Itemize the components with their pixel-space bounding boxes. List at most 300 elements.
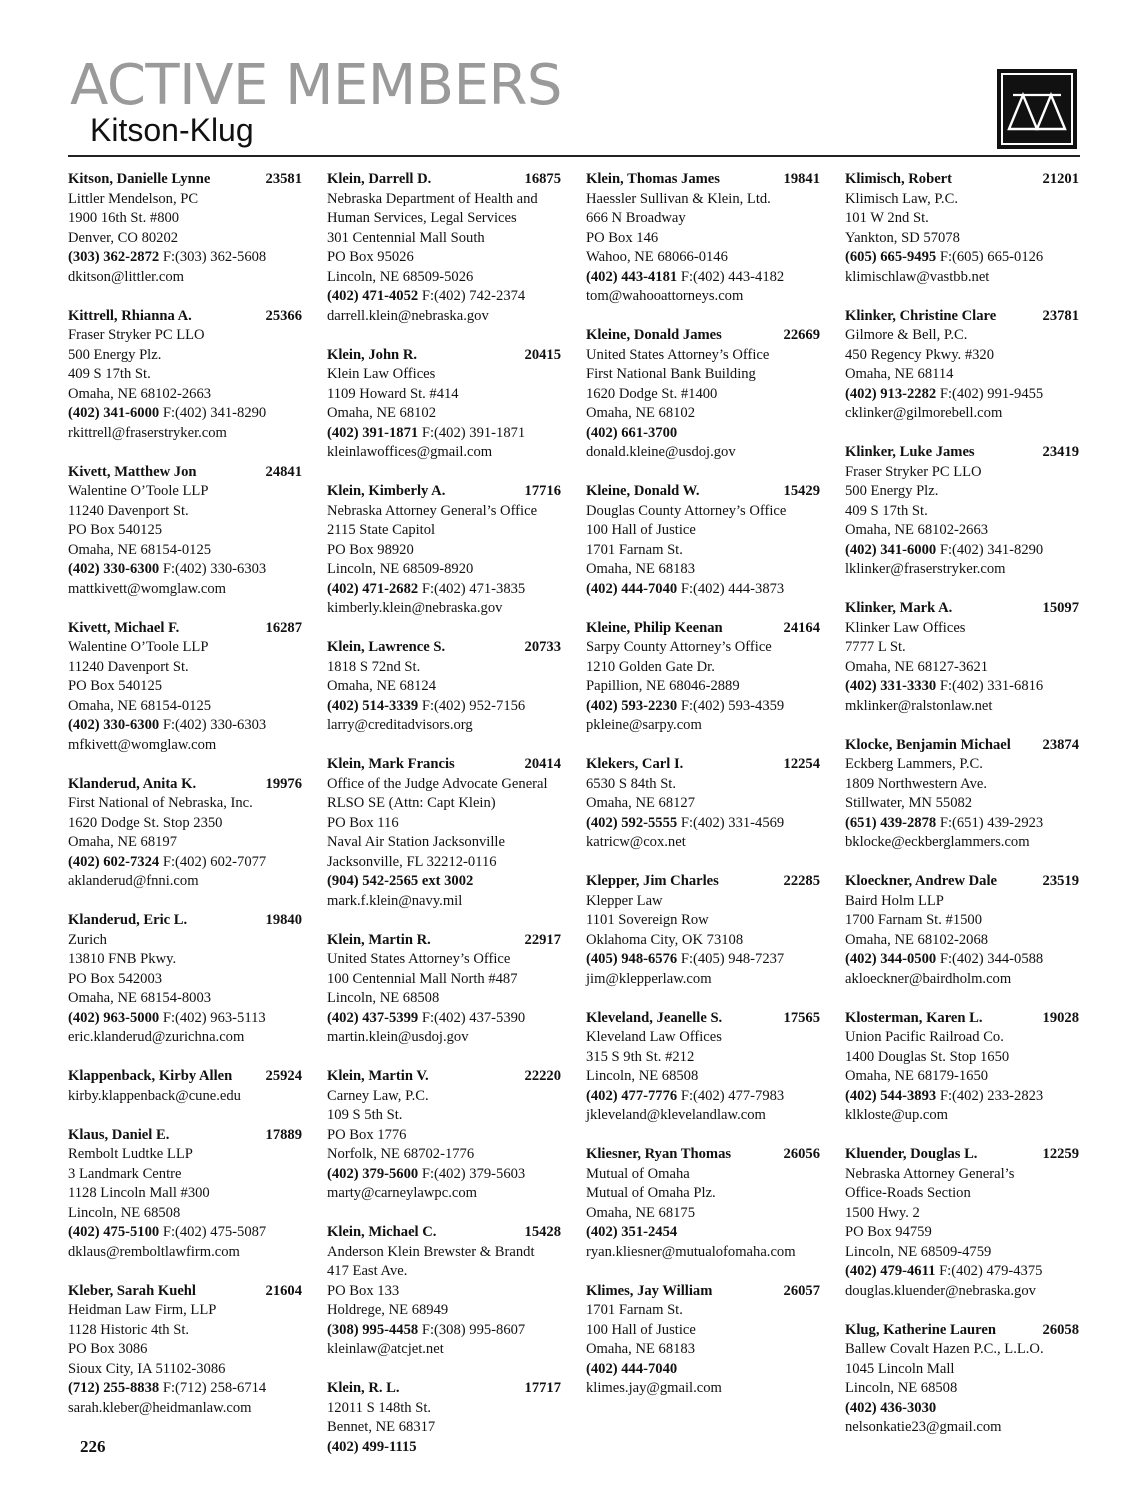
- contact-line: [68, 716, 302, 736]
- address-line: Carney Law, P.C.: [327, 1087, 429, 1104]
- member-entry: [68, 307, 302, 444]
- email-address[interactable]: mklinker@ralstonlaw.net: [845, 697, 993, 714]
- address-line: 666 N Broadway: [586, 210, 686, 226]
- fax-number: F:(402) 475-5087: [162, 1224, 267, 1240]
- phone-number: (402) 341-6000: [845, 541, 937, 558]
- member-header: [586, 170, 820, 190]
- fax-number: F:(402) 330-6303: [162, 561, 267, 577]
- address-line: Omaha, NE 68175: [586, 1204, 696, 1221]
- member-entry: [327, 1067, 561, 1204]
- address-line: Fraser Stryker PC LLO: [68, 327, 205, 343]
- member-name: Klanderud, Eric L.: [68, 912, 188, 928]
- phone-number: (308) 995-4458: [327, 1321, 419, 1338]
- contact-line: [68, 1223, 302, 1243]
- member-name: Klaus, Daniel E.: [68, 1126, 170, 1143]
- address-line: Klepper Law: [586, 892, 663, 909]
- member-number: 12259: [1042, 1146, 1079, 1162]
- phone-number: (402) 963-5000: [68, 1009, 160, 1026]
- phone-number: (402) 661-3700: [586, 424, 678, 441]
- contact-line: [845, 385, 1079, 405]
- member-header: [586, 482, 820, 502]
- phone-number: (402) 593-2230: [586, 697, 678, 714]
- address-line: United States Attorney’s Office: [327, 951, 511, 967]
- email-address[interactable]: douglas.kluender@nebraska.gov: [845, 1282, 1036, 1299]
- member-entry: [845, 443, 1079, 580]
- address-line: PO Box 540125: [68, 678, 163, 694]
- address-line: Omaha, NE 68102-2663: [68, 385, 212, 402]
- member-name: Klein, Mark Francis: [327, 756, 455, 772]
- address-line: Omaha, NE 68102: [327, 405, 437, 421]
- address-line: Baird Holm LLP: [845, 892, 944, 909]
- phone-number: (402) 544-3893: [845, 1087, 937, 1104]
- phone-number: (402) 471-2682: [327, 580, 419, 597]
- fax-number: F:(402) 602-7077: [162, 853, 267, 870]
- member-header: [68, 463, 302, 483]
- member-name: Klimes, Jay William: [586, 1282, 713, 1299]
- fax-number: F:(402) 233-2823: [939, 1087, 1044, 1104]
- email-address[interactable]: dkitson@littler.com: [68, 268, 184, 285]
- phone-number: (402) 592-5555: [586, 814, 678, 831]
- member-number: 23874: [1042, 736, 1079, 753]
- address-line: 417 East Ave.: [327, 1263, 408, 1279]
- fax-number: F:(405) 948-7237: [680, 951, 785, 967]
- phone-number: (402) 351-2454: [586, 1224, 678, 1240]
- member-entry: [845, 1009, 1079, 1126]
- fax-number: F:(402) 477-7983: [680, 1087, 785, 1104]
- email-address[interactable]: kirby.klappenback@cune.edu: [68, 1087, 241, 1104]
- address-line: 1700 Farnam St. #1500: [845, 912, 983, 928]
- member-header: [327, 931, 561, 951]
- email-address[interactable]: tom@wahooattorneys.com: [586, 288, 744, 304]
- member-column-1: [68, 170, 302, 1438]
- email-address[interactable]: sarah.kleber@heidmanlaw.com: [68, 1399, 252, 1416]
- phone-number: (402) 444-7040: [586, 580, 678, 597]
- address-line: Omaha, NE 68179-1650: [845, 1068, 989, 1084]
- address-line: Heidman Law Firm, LLP: [68, 1302, 217, 1318]
- address-line: 1045 Lincoln Mall: [845, 1360, 955, 1377]
- contact-line: [327, 287, 561, 307]
- member-entry: [68, 775, 302, 892]
- member-name: Klekers, Carl I.: [586, 756, 684, 772]
- email-address[interactable]: jkleveland@klevelandlaw.com: [586, 1107, 766, 1123]
- fax-number: F:(402) 471-3835: [421, 580, 526, 597]
- member-number: 23519: [1042, 873, 1079, 889]
- member-header: [327, 755, 561, 775]
- address-line: 1900 16th St. #800: [68, 210, 180, 226]
- contact-line: [845, 677, 1079, 697]
- fax-number: F:(402) 437-5390: [421, 1009, 526, 1026]
- address-line: 301 Centennial Mall South: [327, 229, 485, 246]
- member-header: [586, 1009, 820, 1029]
- address-line: PO Box 98920: [327, 541, 414, 558]
- member-entry: [845, 170, 1079, 287]
- email-address[interactable]: rkittrell@fraserstryker.com: [68, 424, 227, 441]
- address-line: 100 Hall of Justice: [586, 522, 696, 538]
- phone-number: (402) 443-4181: [586, 268, 678, 285]
- member-header: [68, 619, 302, 639]
- address-line: 315 S 9th St. #212: [586, 1048, 695, 1065]
- contact-line: [327, 580, 561, 600]
- member-entry: [586, 1009, 820, 1126]
- member-number: 16875: [524, 171, 561, 187]
- phone-number: (402) 436-3030: [845, 1399, 937, 1416]
- member-header: [845, 872, 1079, 892]
- member-name: Klein, Kimberly A.: [327, 483, 446, 499]
- address-line: Omaha, NE 68102-2068: [845, 931, 989, 948]
- member-header: [68, 911, 302, 931]
- contact-line: [586, 814, 820, 834]
- address-line: Rembolt Ludtke LLP: [68, 1146, 193, 1162]
- fax-number: F:(402) 444-3873: [680, 580, 785, 597]
- contact-line: [68, 248, 302, 268]
- member-entry: [327, 170, 561, 326]
- member-entry: [845, 1321, 1079, 1438]
- address-line: Nebraska Department of Health and: [327, 190, 538, 207]
- fax-number: F:(402) 479-4375: [939, 1263, 1043, 1279]
- member-entry: [327, 1379, 561, 1457]
- member-header: [586, 872, 820, 892]
- member-header: [845, 1009, 1079, 1029]
- address-line: Norfolk, NE 68702-1776: [327, 1146, 475, 1162]
- member-entry: [845, 599, 1079, 716]
- member-entry: [586, 619, 820, 736]
- member-number: 25366: [265, 307, 302, 324]
- address-line: 109 S 5th St.: [327, 1107, 403, 1123]
- address-line: PO Box 542003: [68, 970, 163, 987]
- member-number: 25924: [265, 1068, 302, 1084]
- address-line: Omaha, NE 68127-3621: [845, 658, 989, 675]
- member-entry: [327, 482, 561, 619]
- member-entry: [586, 1282, 820, 1399]
- address-line: Office of the Judge Advocate General: [327, 775, 548, 792]
- email-address[interactable]: mattkivett@womglaw.com: [68, 580, 226, 597]
- fax-number: F:(308) 995-8607: [421, 1321, 526, 1338]
- address-line: Omaha, NE 68183: [586, 561, 696, 577]
- phone-number: (402) 444-7040: [586, 1360, 678, 1377]
- address-line: Anderson Klein Brewster & Brandt: [327, 1243, 535, 1260]
- address-line: PO Box 1776: [327, 1126, 407, 1143]
- address-line: United States Attorney’s Office: [586, 346, 770, 363]
- address-line: PO Box 146: [586, 229, 659, 246]
- member-name: Kleine, Philip Keenan: [586, 619, 723, 636]
- contact-line: [845, 1087, 1079, 1107]
- address-line: Gilmore & Bell, P.C.: [845, 327, 968, 343]
- member-number: 19976: [265, 775, 302, 792]
- address-line: 1809 Northwestern Ave.: [845, 775, 987, 792]
- address-line: Klimisch Law, P.C.: [845, 190, 958, 207]
- address-line: 1620 Dodge St. Stop 2350: [68, 814, 223, 831]
- address-line: 409 S 17th St.: [68, 366, 151, 382]
- member-header: [68, 307, 302, 327]
- address-line: Omaha, NE 68102: [586, 405, 696, 421]
- address-line: 13810 FNB Pkwy.: [68, 951, 177, 967]
- fax-number: F:(402) 344-0588: [939, 951, 1044, 967]
- member-name: Klinker, Christine Clare: [845, 307, 997, 324]
- address-line: Sarpy County Attorney’s Office: [586, 639, 772, 655]
- member-entry: [327, 931, 561, 1048]
- address-line: Naval Air Station Jacksonville: [327, 834, 505, 850]
- address-line: 100 Hall of Justice: [586, 1321, 696, 1338]
- address-line: 1210 Golden Gate Dr.: [586, 658, 715, 675]
- contact-line: [327, 1165, 561, 1185]
- member-number: 26058: [1042, 1321, 1079, 1338]
- fax-number: F:(605) 665-0126: [939, 249, 1044, 265]
- member-name: Klein, Thomas James: [586, 171, 720, 187]
- fax-number: F:(402) 330-6303: [162, 717, 267, 733]
- phone-number: (402) 602-7324: [68, 853, 160, 870]
- contact-line: [327, 1321, 561, 1341]
- member-number: 21604: [265, 1282, 302, 1299]
- fax-number: F:(303) 362-5608: [162, 249, 267, 265]
- fax-number: F:(402) 391-1871: [421, 424, 526, 441]
- email-address[interactable]: katricw@cox.net: [586, 834, 686, 850]
- address-line: 450 Regency Pkwy. #320: [845, 346, 995, 363]
- phone-number: (303) 362-2872: [68, 249, 160, 265]
- phone-number: (402) 913-2282: [845, 385, 937, 402]
- member-name: Klappenback, Kirby Allen: [68, 1068, 233, 1084]
- member-header: [68, 170, 302, 190]
- member-number: 23419: [1042, 444, 1079, 460]
- address-line: Lincoln, NE 68509-8920: [327, 561, 474, 577]
- address-line: Omaha, NE 68124: [327, 678, 437, 694]
- member-entry: [68, 1126, 302, 1263]
- address-line: Lincoln, NE 68508: [586, 1068, 699, 1084]
- email-address[interactable]: kimberly.klein@nebraska.gov: [327, 600, 503, 616]
- member-number: 20415: [524, 346, 561, 363]
- address-line: 6530 S 84th St.: [586, 775, 677, 792]
- address-line: Ballew Covalt Hazen P.C., L.L.O.: [845, 1341, 1044, 1357]
- address-line: 1500 Hwy. 2: [845, 1204, 920, 1221]
- fax-number: F:(402) 341-8290: [162, 405, 267, 421]
- address-line: 500 Energy Plz.: [845, 483, 939, 499]
- member-name: Klinker, Luke James: [845, 444, 975, 460]
- address-line: 1818 S 72nd St.: [327, 658, 421, 675]
- address-line: 1400 Douglas St. Stop 1650: [845, 1048, 1010, 1065]
- member-name: Kluender, Douglas L.: [845, 1146, 978, 1162]
- address-line: Mutual of Omaha Plz.: [586, 1185, 716, 1201]
- contact-line: [586, 1360, 820, 1380]
- member-name: Kleine, Donald W.: [586, 483, 700, 499]
- phone-number: (402) 479-4611: [845, 1263, 936, 1279]
- address-line: 12011 S 148th St.: [327, 1399, 432, 1416]
- email-address[interactable]: klimes.jay@gmail.com: [586, 1380, 722, 1396]
- member-header: [327, 1379, 561, 1399]
- member-name: Kivett, Matthew Jon: [68, 463, 197, 480]
- member-name: Kleine, Donald James: [586, 327, 722, 343]
- address-line: Eckberg Lammers, P.C.: [845, 756, 983, 772]
- email-address[interactable]: nelsonkatie23@gmail.com: [845, 1419, 1002, 1435]
- email-address[interactable]: klimischlaw@vastbb.net: [845, 268, 990, 285]
- address-line: Nebraska Attorney General’s Office: [327, 502, 538, 519]
- contact-line: [68, 853, 302, 873]
- bar-association-logo: [997, 69, 1077, 149]
- email-address[interactable]: marty@carneylawpc.com: [327, 1185, 477, 1201]
- email-address[interactable]: larry@creditadvisors.org: [327, 717, 473, 733]
- address-line: Walentine O’Toole LLP: [68, 483, 209, 499]
- member-number: 22669: [783, 327, 820, 343]
- address-line: Yankton, SD 57078: [845, 229, 960, 246]
- contact-line: [586, 697, 820, 717]
- member-number: 17565: [783, 1009, 820, 1026]
- member-name: Klepper, Jim Charles: [586, 873, 719, 889]
- member-header: [327, 1067, 561, 1087]
- address-line: 7777 L St.: [845, 639, 906, 655]
- member-header: [586, 326, 820, 346]
- member-header: [845, 307, 1079, 327]
- address-line: Zurich: [68, 931, 107, 948]
- address-line: Oklahoma City, OK 73108: [586, 931, 744, 948]
- member-entry: [586, 1145, 820, 1262]
- member-name: Klanderud, Anita K.: [68, 775, 197, 792]
- email-address[interactable]: bklocke@eckberglammers.com: [845, 834, 1030, 850]
- member-number: 24841: [265, 463, 302, 480]
- contact-line: [845, 1262, 1079, 1282]
- address-line: 1128 Historic 4th St.: [68, 1321, 190, 1338]
- member-name: Klein, Michael C.: [327, 1224, 437, 1240]
- member-name: Klein, Darrell D.: [327, 171, 432, 187]
- email-address[interactable]: kleinlaw@atcjet.net: [327, 1341, 444, 1357]
- member-entry: [68, 1282, 302, 1419]
- phone-number: (402) 341-6000: [68, 405, 160, 421]
- phone-number: (402) 499-1115: [327, 1438, 417, 1455]
- member-entry: [68, 170, 302, 287]
- address-line: PO Box 95026: [327, 249, 414, 265]
- email-address[interactable]: mfkivett@womglaw.com: [68, 736, 217, 753]
- member-column-4: [845, 170, 1079, 1457]
- member-name: Klocke, Benjamin Michael: [845, 736, 1011, 753]
- member-header: [586, 1282, 820, 1302]
- address-line: Walentine O’Toole LLP: [68, 639, 209, 655]
- address-line: Omaha, NE 68154-0125: [68, 697, 212, 714]
- member-header: [845, 1145, 1079, 1165]
- member-name: Klimisch, Robert: [845, 171, 953, 187]
- address-line: Klinker Law Offices: [845, 619, 966, 636]
- phone-number: (402) 330-6300: [68, 717, 160, 733]
- email-address[interactable]: eric.klanderud@zurichna.com: [68, 1029, 245, 1045]
- phone-number: (651) 439-2878: [845, 814, 937, 831]
- email-address[interactable]: martin.klein@usdoj.gov: [327, 1029, 469, 1045]
- member-header: [327, 346, 561, 366]
- member-name: Klug, Katherine Lauren: [845, 1321, 996, 1338]
- contact-line: [845, 541, 1079, 561]
- address-line: Denver, CO 80202: [68, 229, 179, 246]
- member-header: [586, 755, 820, 775]
- email-address[interactable]: aklanderud@fnni.com: [68, 873, 199, 889]
- address-line: 1128 Lincoln Mall #300: [68, 1185, 210, 1201]
- member-header: [586, 1145, 820, 1165]
- member-number: 23581: [265, 171, 302, 187]
- contact-line: [845, 1399, 1079, 1419]
- member-number: 26057: [783, 1282, 820, 1299]
- member-number: 20414: [524, 756, 561, 772]
- member-entry: [586, 872, 820, 989]
- member-name: Klinker, Mark A.: [845, 600, 953, 616]
- address-line: Omaha, NE 68197: [68, 834, 178, 850]
- email-address[interactable]: kleinlawoffices@gmail.com: [327, 444, 493, 460]
- address-line: 11240 Davenport St.: [68, 658, 189, 675]
- member-entry: [586, 755, 820, 853]
- member-name: Klein, John R.: [327, 346, 418, 363]
- address-line: Nebraska Attorney General’s: [845, 1165, 1015, 1182]
- contact-line: [68, 1379, 302, 1399]
- email-address[interactable]: darrell.klein@nebraska.gov: [327, 307, 489, 324]
- email-address[interactable]: donald.kleine@usdoj.gov: [586, 444, 736, 460]
- member-name: Klosterman, Karen L.: [845, 1009, 983, 1026]
- address-line: First National Bank Building: [586, 366, 756, 382]
- member-entry: [327, 346, 561, 463]
- address-line: PO Box 3086: [68, 1341, 148, 1357]
- member-header: [845, 736, 1079, 756]
- member-number: 23781: [1042, 307, 1079, 324]
- fax-number: F:(712) 258-6714: [162, 1380, 267, 1396]
- member-number: 19841: [783, 171, 820, 187]
- phone-number: (402) 475-5100: [68, 1224, 160, 1240]
- contact-line: [586, 1087, 820, 1107]
- email-address[interactable]: jim@klepperlaw.com: [586, 970, 712, 987]
- member-column-3: [586, 170, 820, 1418]
- member-header: [68, 1282, 302, 1302]
- address-line: PO Box 540125: [68, 522, 163, 538]
- phone-number: (405) 948-6576: [586, 951, 678, 967]
- phone-number: (402) 330-6300: [68, 561, 160, 577]
- member-number: 22285: [783, 873, 820, 889]
- member-number: 12254: [783, 756, 820, 772]
- contact-line: [586, 1223, 820, 1243]
- email-address[interactable]: akloeckner@bairdholm.com: [845, 970, 1012, 987]
- address-line: Lincoln, NE 68509-4759: [845, 1243, 992, 1260]
- member-name: Kliesner, Ryan Thomas: [586, 1146, 732, 1162]
- email-address[interactable]: ryan.kliesner@mutualofomaha.com: [586, 1243, 796, 1260]
- member-entry: [68, 619, 302, 756]
- phone-number: (402) 331-3330: [845, 678, 937, 694]
- contact-line: [327, 1438, 561, 1458]
- member-header: [845, 170, 1079, 190]
- address-line: 1701 Farnam St.: [586, 1302, 683, 1318]
- member-name: Klein, Martin V.: [327, 1068, 429, 1084]
- member-number: 22220: [524, 1068, 561, 1084]
- email-address[interactable]: dklaus@remboltlawfirm.com: [68, 1243, 240, 1260]
- email-address[interactable]: klkloste@up.com: [845, 1107, 949, 1123]
- contact-line: [327, 424, 561, 444]
- phone-number: (605) 665-9495: [845, 249, 937, 265]
- member-entry: [327, 638, 561, 736]
- fax-number: F:(402) 443-4182: [680, 268, 785, 285]
- member-entry: [845, 307, 1079, 424]
- email-address[interactable]: lklinker@fraserstryker.com: [845, 561, 1006, 577]
- email-address[interactable]: pkleine@sarpy.com: [586, 717, 702, 733]
- address-line: 1109 Howard St. #414: [327, 385, 459, 402]
- email-address[interactable]: mark.f.klein@navy.mil: [327, 892, 463, 909]
- member-number: 20733: [524, 639, 561, 655]
- contact-line: [327, 872, 561, 892]
- member-number: 22917: [524, 931, 561, 948]
- fax-number: F:(402) 331-4569: [680, 814, 785, 831]
- member-header: [845, 1321, 1079, 1341]
- address-line: Omaha, NE 68102-2663: [845, 522, 989, 538]
- address-line: RLSO SE (Attn: Capt Klein): [327, 795, 496, 811]
- address-line: Union Pacific Railroad Co.: [845, 1029, 1004, 1045]
- email-address[interactable]: cklinker@gilmorebell.com: [845, 405, 1003, 421]
- member-name: Kittrell, Rhianna A.: [68, 307, 192, 324]
- member-number: 21201: [1042, 171, 1079, 187]
- member-number: 17716: [524, 483, 561, 499]
- address-line: Papillion, NE 68046-2889: [586, 678, 740, 694]
- fax-number: F:(402) 742-2374: [421, 288, 526, 304]
- contact-line: [68, 404, 302, 424]
- address-line: Lincoln, NE 68508: [327, 990, 440, 1006]
- member-entry: [845, 1145, 1079, 1301]
- address-line: Klein Law Offices: [327, 366, 436, 382]
